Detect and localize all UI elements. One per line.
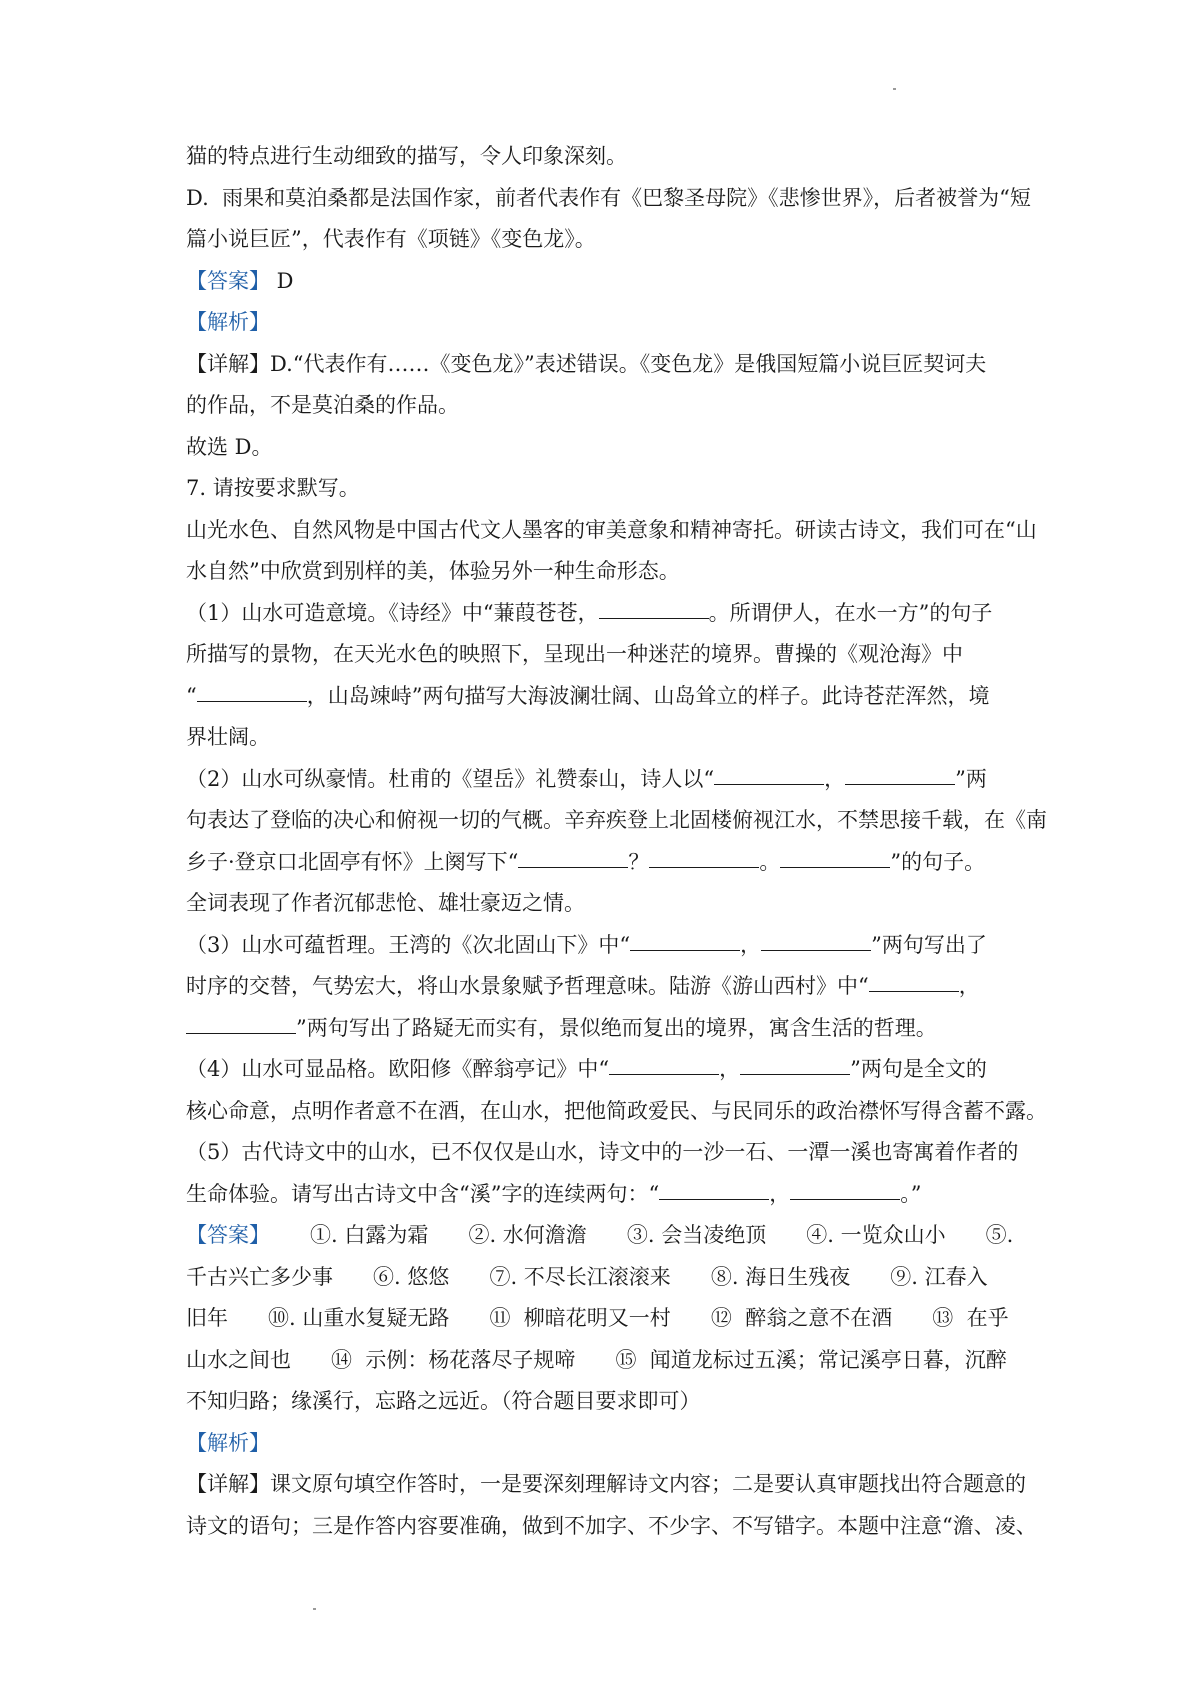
fill-blank (630, 932, 740, 951)
question-title: 7. 请按要求默写。 (186, 476, 360, 500)
sub-question-5 (186, 1174, 1026, 1216)
text-line: （5）古代诗文中的山水，已不仅仅是山水，诗文中的一沙一石、一潭一溪也寄寓着作者的 (186, 1140, 1019, 1164)
analysis-tag: 【解析】 (186, 1430, 270, 1455)
text-segment: ？ (628, 849, 650, 874)
text-line: 【详解】课文原句填空作答时，一是要深刻理解诗文内容；二是要认真审题找出符合题意的 (186, 1472, 1026, 1496)
fill-blank (609, 1056, 719, 1075)
answer-row (186, 261, 1026, 303)
text-segment: 。所谓伊人，在水一方”的句子 (708, 600, 993, 625)
text-segment: 时序的交替，气势宏大，将山水景象赋予哲理意味。陆游《游山西村》中“ (186, 974, 869, 998)
text-segment: （4）山水可显品格。欧阳修《醉翁亭记》中“ (186, 1057, 610, 1081)
text-line: 千古兴亡多少事 ⑥. 悠悠 ⑦. 不尽长江滚滚来 ⑧. 海日生残夜 ⑨. 江春入 (186, 1264, 988, 1289)
text-line: 山水之间也 ⑭ 示例：杨花落尽子规啼 ⑮ 闻道龙标过五溪；常记溪亭日暮，沉醉 (186, 1347, 1007, 1372)
analysis-row (186, 1423, 1026, 1465)
text-line: 全词表现了作者沉郁悲怆、雄壮豪迈之情。 (186, 891, 585, 915)
text-line: 篇小说巨匠”，代表作有《项链》《变色龙》。 (186, 227, 596, 251)
fill-blank (845, 766, 955, 785)
text-segment: （2）山水可纵豪情。杜甫的《望岳》礼赞泰山，诗人以“ (186, 766, 715, 791)
text-segment: （1）山水可造意境。《诗经》中“蒹葭苍苍， (186, 600, 599, 625)
sub-question-3-cont2 (186, 1008, 1026, 1050)
text-segment: 生命体验。请写出古诗文中含“溪”字的连续两句：“ (186, 1181, 660, 1206)
analysis-row (186, 302, 1026, 344)
answer-row (186, 1215, 1026, 1257)
scan-dot (893, 88, 896, 90)
fill-blank (761, 932, 871, 951)
text-line: 猫的特点进行生动细致的描写，令人印象深刻。 (186, 144, 627, 168)
text-line: 所描写的景物，在天光水色的映照下，呈现出一种迷茫的境界。曹操的《观沧海》中 (186, 642, 963, 666)
sub-question-4 (186, 1049, 1026, 1091)
text-segment: ， (824, 766, 846, 791)
text-segment: ”两句写出了路疑无而实有，景似绝而复出的境界，寓含生活的哲理。 (296, 1015, 937, 1040)
answer-list: ①. 白露为霜 ②. 水何澹澹 ③. 会当凌绝顶 ④. 一览众山小 ⑤. (270, 1223, 1014, 1247)
document-body (186, 136, 1047, 1547)
text-line: 界壮阔。 (186, 725, 270, 749)
text-segment: ”的句子。 (890, 849, 986, 874)
text-line: 山光水色、自然风物是中国古代文人墨客的审美意象和精神寄托。研读古诗文，我们可在“山 (186, 517, 1037, 542)
sub-question-1-cont (186, 676, 1026, 718)
text-segment: ， (769, 1181, 791, 1206)
sub-question-1 (186, 593, 1026, 635)
text-line: 旧年 ⑩. 山重水复疑无路 ⑪ 柳暗花明又一村 ⑫ 醉翁之意不在酒 ⑬ 在乎 (186, 1306, 1009, 1330)
text-line: 句表达了登临的决心和俯视一切的气概。辛弃疾登上北固楼俯视江水，不禁思接千载，在《南 (186, 808, 1047, 832)
fill-blank (649, 849, 759, 868)
fill-blank (714, 766, 824, 785)
fill-blank (197, 683, 307, 702)
answer-value: D (270, 268, 294, 293)
fill-blank (518, 849, 628, 868)
answer-tag: 【答案】 (186, 268, 270, 293)
text-line: 水自然”中欣赏到别样的美，体验另外一种生命形态。 (186, 559, 680, 583)
text-segment: “ (186, 683, 197, 708)
text-line: 不知归路；缘溪行，忘路之远近。（符合题目要求即可） (186, 1389, 701, 1413)
text-segment: 。” (900, 1181, 922, 1206)
text-segment: ， (740, 932, 762, 957)
text-segment: ， (719, 1057, 741, 1081)
sub-question-3-cont (186, 966, 1026, 1008)
fill-blank (599, 600, 709, 619)
text-segment: ”两 (955, 766, 987, 791)
text-line: D. 雨果和莫泊桑都是法国作家，前者代表作有《巴黎圣母院》《悲惨世界》，后者被誉为“短 (186, 185, 1031, 210)
analysis-tag: 【解析】 (186, 310, 270, 334)
sub-question-3 (186, 925, 1026, 967)
fill-blank (186, 1015, 296, 1034)
fill-blank (659, 1181, 769, 1200)
text-line: 【详解】D.“代表作有……《变色龙》”表述错误。《变色龙》是俄国短篇小说巨匠契诃夫 (186, 351, 987, 376)
sub-question-2-cont (186, 842, 1026, 884)
text-line: 的作品，不是莫泊桑的作品。 (186, 393, 459, 417)
text-segment: ”两句是全文的 (850, 1057, 987, 1081)
text-line: 核心命意，点明作者意不在酒，在山水，把他简政爱民、与民同乐的政治襟怀写得含蓄不露。 (186, 1098, 1047, 1123)
text-segment: 乡子·登京口北固亭有怀》上阕写下“ (186, 849, 519, 874)
text-segment: （3）山水可蕴哲理。王湾的《次北固山下》中“ (186, 932, 631, 957)
text-segment: 。 (759, 849, 781, 874)
text-line: 故选 D。 (186, 434, 273, 459)
fill-blank (869, 973, 959, 992)
text-line: 诗文的语句；三是作答内容要准确，做到不加字、不少字、不写错字。本题中注意“澹、凌、 (186, 1513, 1037, 1538)
scan-dot (313, 1608, 316, 1610)
sub-question-2 (186, 759, 1026, 801)
text-segment: ”两句写出了 (871, 932, 987, 957)
text-segment: ，山岛竦峙”两句描写大海波澜壮阔、山岛耸立的样子。此诗苍茫浑然，境 (306, 683, 990, 708)
fill-blank (790, 1181, 900, 1200)
answer-tag: 【答案】 (186, 1223, 270, 1247)
text-segment: ， (958, 974, 980, 998)
fill-blank (780, 849, 890, 868)
fill-blank (740, 1056, 850, 1075)
